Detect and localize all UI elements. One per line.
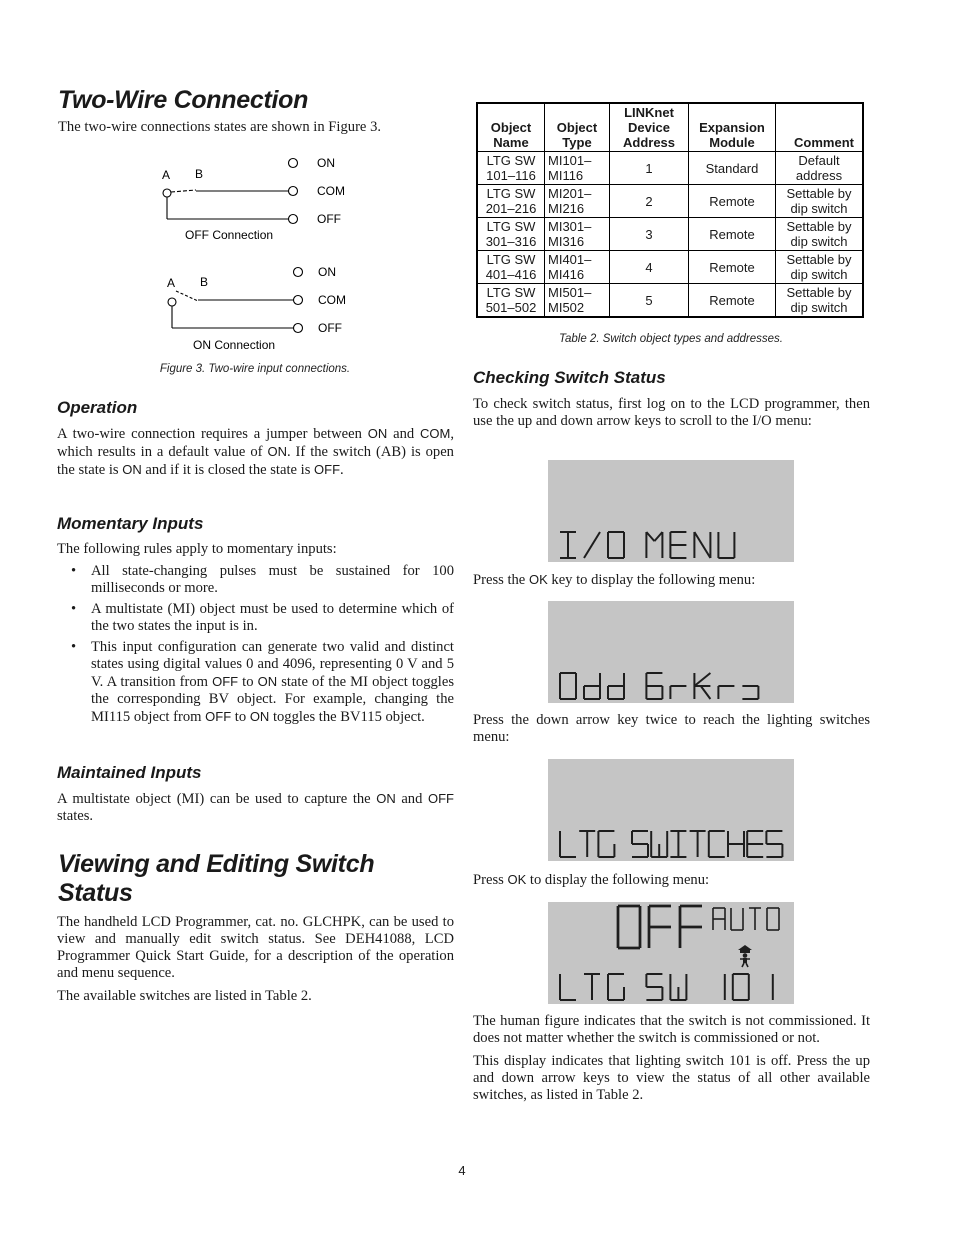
label-com: COM xyxy=(318,293,346,307)
table-cell: Default address xyxy=(776,152,864,185)
table-cell: LTG SW 101–116 xyxy=(477,152,545,185)
maintained-section xyxy=(57,763,454,825)
viewing-para-2: The available switches are listed in Table 2. xyxy=(57,988,312,1004)
section-title-checking: Checking Switch Status xyxy=(473,368,666,387)
label-a: A xyxy=(162,168,171,182)
title-line: Viewing and Editing Switch xyxy=(58,850,375,878)
lcd-segment-text xyxy=(548,601,794,703)
switch-object-table xyxy=(476,102,864,318)
table-cell: Settable by dip switch xyxy=(776,185,864,218)
table-cell: MI301– MI316 xyxy=(545,218,610,251)
two-wire-section xyxy=(58,86,458,136)
table-cell: Settable by dip switch xyxy=(776,284,864,318)
table-cell: 4 xyxy=(610,251,689,284)
table-cell: MI101– MI116 xyxy=(545,152,610,185)
page-number: 4 xyxy=(458,1163,466,1178)
maintained-text: A multistate object (MI) can be used to capture the ON and OFF states. xyxy=(57,791,454,824)
table-row xyxy=(477,251,863,284)
checking-section xyxy=(473,368,870,430)
viewing-body xyxy=(57,914,454,1005)
section-title-operation: Operation xyxy=(57,398,138,417)
table-2 xyxy=(476,102,864,318)
table-cell: 1 xyxy=(610,152,689,185)
label-on: ON xyxy=(317,156,335,170)
label-a: A xyxy=(167,276,176,290)
lcd-segment-text xyxy=(548,759,794,861)
section-title-momentary: Momentary Inputs xyxy=(57,514,204,533)
table-cell: LTG SW 201–216 xyxy=(477,185,545,218)
lcd-segment xyxy=(694,532,710,558)
off-connection-label: OFF Connection xyxy=(185,228,274,242)
lcd-screen-switch-status xyxy=(548,902,794,1004)
label-on: ON xyxy=(318,265,336,279)
list-item: • This input configuration can generate two valid and distinct states using digital values 0 and 4096, representing 0 V and 5 V. A transition from OFF to ON state of the MI object toggles the corresponding BV object. For example, changing the MI115 object from OFF to ON toggles the BV115 object. xyxy=(71,639,454,725)
lcd-screen-add-breakers xyxy=(548,601,794,703)
table-cell: Remote xyxy=(689,284,776,318)
title-line: Status xyxy=(58,879,133,907)
table-cell: Remote xyxy=(689,218,776,251)
label-b: B xyxy=(200,275,209,289)
table-cell: LTG SW 501–502 xyxy=(477,284,545,318)
momentary-intro: The following rules apply to momentary inputs: xyxy=(57,541,337,557)
table-row xyxy=(477,284,863,318)
column-header: Object Name xyxy=(477,103,545,152)
table-body xyxy=(477,152,863,318)
table-cell: Remote xyxy=(689,185,776,218)
final-paragraph: This display indicates that lighting switch 101 is off. Press the up and down arrow keys to view the status of all other available switches, as listed in Table 2. xyxy=(473,1053,870,1103)
bullet-text: A multistate (MI) object must be used to determine which of the two states the input is in. xyxy=(91,601,454,634)
table-row xyxy=(477,185,863,218)
lcd-segment xyxy=(701,686,711,699)
label-off: OFF xyxy=(318,321,342,335)
bullet-text: This input configuration can generate two valid and distinct states using digital values 0 and 4096, representing 0 V and 5 V. A transition from OFF to ON state of the MI object toggles the corresponding BV object. For example, changing the MI115 object from OFF to ON toggles the BV115 object. xyxy=(91,639,454,725)
bullet-text: All state-changing pulses must be sustained for 100 milliseconds or more. xyxy=(91,563,454,596)
lcd-segment-text xyxy=(548,460,794,562)
press-ok-text-2: Press OK to display the following menu: xyxy=(473,872,710,888)
table-cell: LTG SW 401–416 xyxy=(477,251,545,284)
table-header-row xyxy=(477,103,863,152)
table-cell: 5 xyxy=(610,284,689,318)
table-row xyxy=(477,152,863,185)
checking-intro: To check switch status, first log on to the LCD programmer, then use the up and down arrow keys to scroll to the I/O menu: xyxy=(473,396,870,429)
lcd-segment xyxy=(646,532,654,541)
list-item: • All state-changing pulses must be sustained for 100 milliseconds or more. xyxy=(71,563,454,596)
press-ok-text: Press the OK key to display the following menu: xyxy=(473,572,756,588)
table-cell: Settable by dip switch xyxy=(776,251,864,284)
table-cell: MI201– MI216 xyxy=(545,185,610,218)
momentary-rules-list xyxy=(57,563,454,726)
lcd-segment xyxy=(584,532,600,558)
two-wire-diagram xyxy=(150,150,360,355)
column-header: Expansion Module xyxy=(689,103,776,152)
lcd-segment xyxy=(654,532,662,541)
momentary-section xyxy=(57,514,454,730)
table-cell: 2 xyxy=(610,185,689,218)
table-cell: LTG SW 301–316 xyxy=(477,218,545,251)
two-wire-intro: The two-wire connections states are shown in Figure 3. xyxy=(58,119,382,135)
operation-text: A two-wire connection requires a jumper between ON and COM, which results in a default value of ON. If the switch (AB) is open the state is ON and if it is closed the state is OFF. xyxy=(57,426,454,478)
table-caption: Table 2. Switch object types and addresses. xyxy=(559,333,783,345)
table-cell: MI401– MI416 xyxy=(545,251,610,284)
lcd-segment-bottom-text xyxy=(548,902,794,1004)
lcd-segment xyxy=(694,673,710,686)
lcd-screen-io-menu xyxy=(548,460,794,562)
column-header: Object Type xyxy=(545,103,610,152)
human-figure-paragraph: The human figure indicates that the switch is not commissioned. It does not matter whether the switch is commissioned or not. xyxy=(473,1013,870,1046)
list-item: • A multistate (MI) object must be used to determine which of the two states the input is in. xyxy=(71,601,454,634)
section-title-two-wire: Two-Wire Connection xyxy=(58,86,309,114)
table-cell: Remote xyxy=(689,251,776,284)
closing-section xyxy=(473,1013,870,1104)
figure-caption: Figure 3. Two-wire input connections. xyxy=(159,363,351,375)
viewing-section xyxy=(58,850,458,908)
section-title-maintained: Maintained Inputs xyxy=(57,763,202,782)
table-cell: MI501– MI502 xyxy=(545,284,610,318)
column-header: LINKnet Device Address xyxy=(610,103,689,152)
section-title-viewing xyxy=(58,850,458,908)
table-cell: 3 xyxy=(610,218,689,251)
label-com: COM xyxy=(317,184,345,198)
operation-section xyxy=(57,398,454,479)
table-cell: Settable by dip switch xyxy=(776,218,864,251)
label-b: B xyxy=(195,167,204,181)
lcd-screen-ltg-switches xyxy=(548,759,794,861)
on-connection-label: ON Connection xyxy=(193,338,276,352)
column-header: Comment xyxy=(776,103,864,152)
label-off: OFF xyxy=(317,212,341,226)
human-figure-icon xyxy=(737,944,753,968)
table-row xyxy=(477,218,863,251)
press-down-text: Press the down arrow key twice to reach the lighting switches menu: xyxy=(473,712,870,745)
viewing-para-1: The handheld LCD Programmer, cat. no. GLCHPK, can be used to view and manually edit switch status. See DEH41088, LCD Programmer Quick Start Guide, for a description of the operation and menu sequence. xyxy=(57,914,454,981)
table-cell: Standard xyxy=(689,152,776,185)
